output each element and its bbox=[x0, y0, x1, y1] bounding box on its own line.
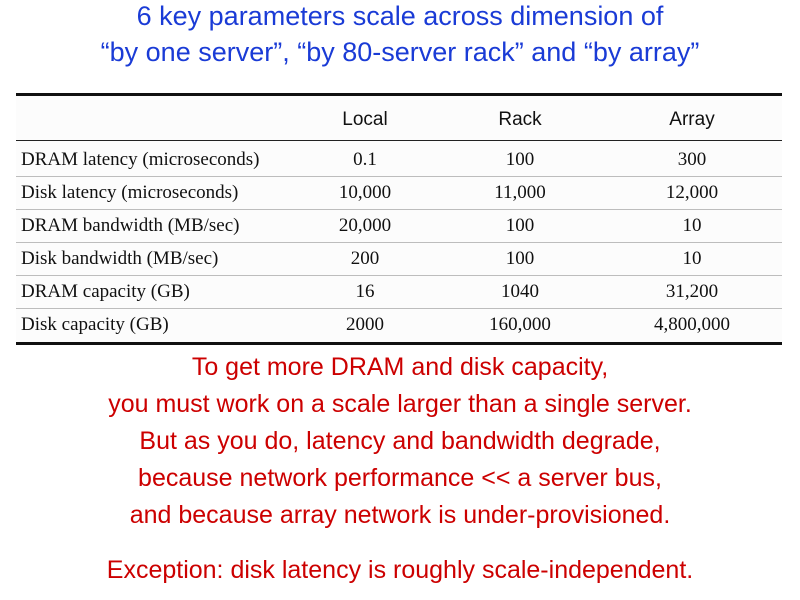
header-rule bbox=[16, 140, 782, 141]
row-label: DRAM capacity (GB) bbox=[21, 281, 190, 302]
cell-rack: 100 bbox=[505, 215, 535, 236]
slide-title-line-2: “by one server”, “by 80-server rack” and “by array” bbox=[100, 37, 700, 67]
cell-local: 200 bbox=[350, 248, 380, 269]
cell-rack: 1040 bbox=[501, 281, 539, 302]
cell-local: 2000 bbox=[346, 314, 384, 335]
cell-array: 10 bbox=[682, 215, 702, 236]
cell-rack: 160,000 bbox=[489, 314, 551, 335]
parameters-table bbox=[16, 93, 782, 345]
cell-local: 0.1 bbox=[353, 149, 377, 170]
cell-local: 10,000 bbox=[338, 182, 392, 203]
cell-array: 31,200 bbox=[665, 281, 719, 302]
row-label: DRAM bandwidth (MB/sec) bbox=[21, 215, 240, 236]
cell-local: 20,000 bbox=[338, 215, 392, 236]
explanation-line: you must work on a scale larger than a single server. bbox=[108, 390, 692, 418]
row-label: Disk capacity (GB) bbox=[21, 314, 169, 335]
table-row bbox=[16, 177, 782, 210]
row-label: Disk latency (microseconds) bbox=[21, 182, 239, 203]
column-header-rack: Rack bbox=[498, 109, 542, 130]
table-row bbox=[16, 243, 782, 276]
parameters-table-inner bbox=[16, 96, 782, 342]
cell-array: 4,800,000 bbox=[654, 314, 730, 335]
cell-rack: 100 bbox=[505, 149, 535, 170]
explanation-line: and because array network is under-provisioned. bbox=[129, 501, 671, 529]
table-row bbox=[16, 276, 782, 309]
explanation-text bbox=[0, 349, 800, 534]
exception-text bbox=[0, 552, 800, 589]
column-header-local: Local bbox=[342, 109, 388, 130]
exception-line: Exception: disk latency is roughly scale-independent. bbox=[106, 556, 694, 584]
table-row bbox=[16, 210, 782, 243]
explanation-line: To get more DRAM and disk capacity, bbox=[191, 353, 609, 381]
cell-array: 10 bbox=[682, 248, 702, 269]
row-label: Disk bandwidth (MB/sec) bbox=[21, 248, 219, 269]
explanation-line: But as you do, latency and bandwidth degrade, bbox=[139, 427, 661, 455]
cell-rack: 11,000 bbox=[494, 182, 546, 203]
slide-title bbox=[0, 0, 800, 70]
cell-rack: 100 bbox=[505, 248, 535, 269]
cell-array: 300 bbox=[677, 149, 707, 170]
cell-local: 16 bbox=[355, 281, 375, 302]
cell-array: 12,000 bbox=[665, 182, 719, 203]
table-row bbox=[16, 309, 782, 342]
slide-title-line-1: 6 key parameters scale across dimension of bbox=[136, 1, 664, 31]
table-row bbox=[16, 144, 782, 177]
explanation-line: because network performance << a server bus, bbox=[138, 464, 662, 492]
row-label: DRAM latency (microseconds) bbox=[21, 149, 260, 170]
column-header-array: Array bbox=[669, 109, 715, 130]
